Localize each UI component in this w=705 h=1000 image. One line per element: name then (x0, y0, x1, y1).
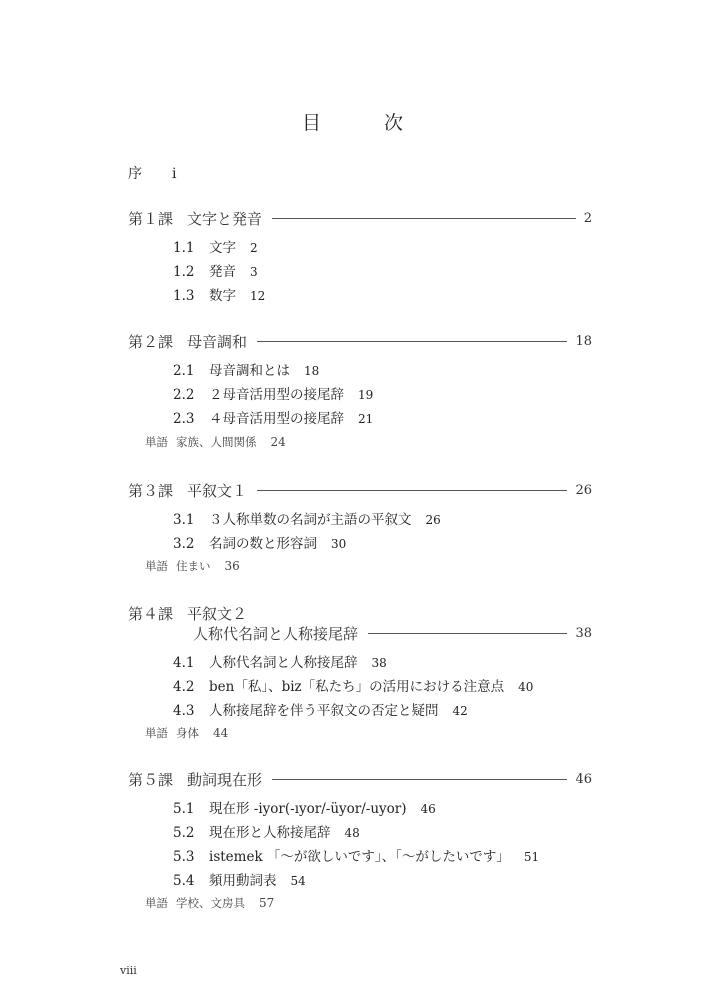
toc-section (173, 821, 360, 841)
section-number: 1.1 (173, 240, 195, 256)
toc-section (173, 383, 373, 403)
section-number: 5.3 (173, 849, 195, 865)
section-title: 発音 (209, 264, 236, 280)
toc-section (173, 260, 258, 280)
section-title: 文字 (209, 240, 236, 256)
chapter-title: 平叙文１ (187, 481, 248, 500)
section-page: 48 (344, 826, 360, 840)
toc-section (173, 407, 373, 427)
section-number: 5.1 (173, 801, 195, 817)
section-number: 5.4 (173, 873, 195, 889)
toc-section (173, 845, 539, 865)
preface-page: i (172, 166, 177, 182)
page-title: 目 次 (301, 112, 425, 134)
section-number: 5.2 (173, 825, 195, 841)
section-title: 母音調和とは (209, 363, 290, 379)
section-title: 現在形 -iyor(-ıyor/-üyor/-uyor) (209, 801, 407, 817)
section-page: 26 (425, 513, 441, 527)
chapter-title: 動詞現在形 (187, 770, 263, 789)
vocab-label: 単語 (145, 896, 168, 910)
chapter-page: 38 (575, 625, 592, 641)
vocab-label: 単語 (145, 559, 168, 573)
toc-section (173, 651, 387, 671)
vocab-page: 24 (270, 435, 286, 449)
vocab-page: 44 (213, 726, 229, 740)
toc-vocabulary (145, 558, 240, 574)
toc-chapter-5 (128, 768, 592, 790)
section-number: 3.1 (173, 512, 195, 528)
page-number: viii (120, 964, 137, 977)
section-number: 2.3 (173, 411, 195, 427)
section-page: 30 (331, 537, 347, 551)
chapter-page: 2 (583, 210, 592, 226)
section-number: 2.2 (173, 387, 195, 403)
vocab-label: 単語 (145, 435, 168, 449)
chapter-label: 第５課 (128, 770, 174, 789)
section-title: ４母音活用型の接尾辞 (209, 411, 344, 427)
leader-rule (257, 341, 567, 342)
section-title: ben「私」、biz「私たち」の活用における注意点 (209, 679, 505, 695)
section-title: 名詞の数と形容詞 (209, 536, 317, 552)
section-number: 1.2 (173, 264, 195, 280)
chapter-subtitle: 人称代名詞と人称接尾辞 (193, 624, 359, 643)
vocab-page: 36 (224, 559, 240, 573)
section-page: 21 (358, 412, 374, 426)
toc-chapter-4-heading (128, 603, 247, 624)
section-title: 人称代名詞と人称接尾辞 (209, 655, 358, 671)
section-page: 42 (452, 704, 468, 718)
leader-rule (272, 218, 576, 219)
section-title: ３人称単数の名詞が主語の平叙文 (209, 512, 412, 528)
section-number: 3.2 (173, 536, 195, 552)
section-title: istemek 「～が欲しいです」、「～がしたいです」 (209, 849, 510, 865)
section-page: 2 (250, 241, 258, 255)
section-page: 46 (420, 802, 436, 816)
preface-label: 序 (128, 166, 142, 182)
section-title: ２母音活用型の接尾辞 (209, 387, 344, 403)
toc-section (173, 236, 258, 256)
vocab-title: 住まい (176, 559, 211, 573)
chapter-page: 46 (575, 771, 592, 787)
toc-section (173, 675, 533, 695)
toc-section (173, 359, 319, 379)
vocab-title: 学校、文房具 (176, 896, 245, 910)
section-title: 人称接尾辞を伴う平叙文の否定と疑問 (209, 703, 439, 719)
vocab-title: 家族、人間関係 (176, 435, 257, 449)
section-number: 4.1 (173, 655, 195, 671)
toc-section (173, 797, 436, 817)
toc-preface (128, 163, 176, 183)
toc-section (173, 532, 346, 552)
toc-chapter-3 (128, 479, 592, 501)
toc-section (173, 284, 265, 304)
leader-rule (272, 779, 567, 780)
toc-section (173, 699, 468, 719)
chapter-title: 平叙文２ (187, 605, 248, 623)
toc-vocabulary (145, 434, 286, 450)
section-page: 3 (250, 265, 258, 279)
chapter-label: 第１課 (128, 209, 174, 228)
section-number: 4.3 (173, 703, 195, 719)
section-title: 頻用動詞表 (209, 873, 277, 889)
toc-vocabulary (145, 725, 228, 741)
chapter-title: 文字と発音 (187, 209, 263, 228)
toc-section (173, 869, 306, 889)
section-title: 数字 (209, 288, 236, 304)
toc-vocabulary (145, 895, 274, 911)
chapter-page: 18 (575, 333, 592, 349)
section-page: 19 (358, 388, 374, 402)
toc-chapter-1 (128, 207, 592, 229)
section-title: 現在形と人称接尾辞 (209, 825, 331, 841)
toc-section (173, 508, 441, 528)
section-number: 2.1 (173, 363, 195, 379)
vocab-page: 57 (259, 896, 275, 910)
vocab-label: 単語 (145, 726, 168, 740)
section-page: 54 (290, 874, 306, 888)
chapter-label: 第２課 (128, 332, 174, 351)
section-page: 40 (518, 680, 534, 694)
leader-rule (257, 490, 567, 491)
chapter-label: 第３課 (128, 481, 174, 500)
vocab-title: 身体 (176, 726, 199, 740)
section-number: 4.2 (173, 679, 195, 695)
section-page: 18 (304, 364, 320, 378)
chapter-title: 母音調和 (187, 332, 248, 351)
leader-rule (368, 633, 567, 634)
section-page: 12 (250, 289, 266, 303)
section-number: 1.3 (173, 288, 195, 304)
section-page: 51 (523, 850, 540, 864)
section-page: 38 (371, 656, 387, 670)
toc-chapter-2 (128, 330, 592, 352)
chapter-label: 第４課 (128, 605, 174, 623)
toc-chapter-4 (193, 622, 592, 644)
chapter-page: 26 (575, 482, 592, 498)
